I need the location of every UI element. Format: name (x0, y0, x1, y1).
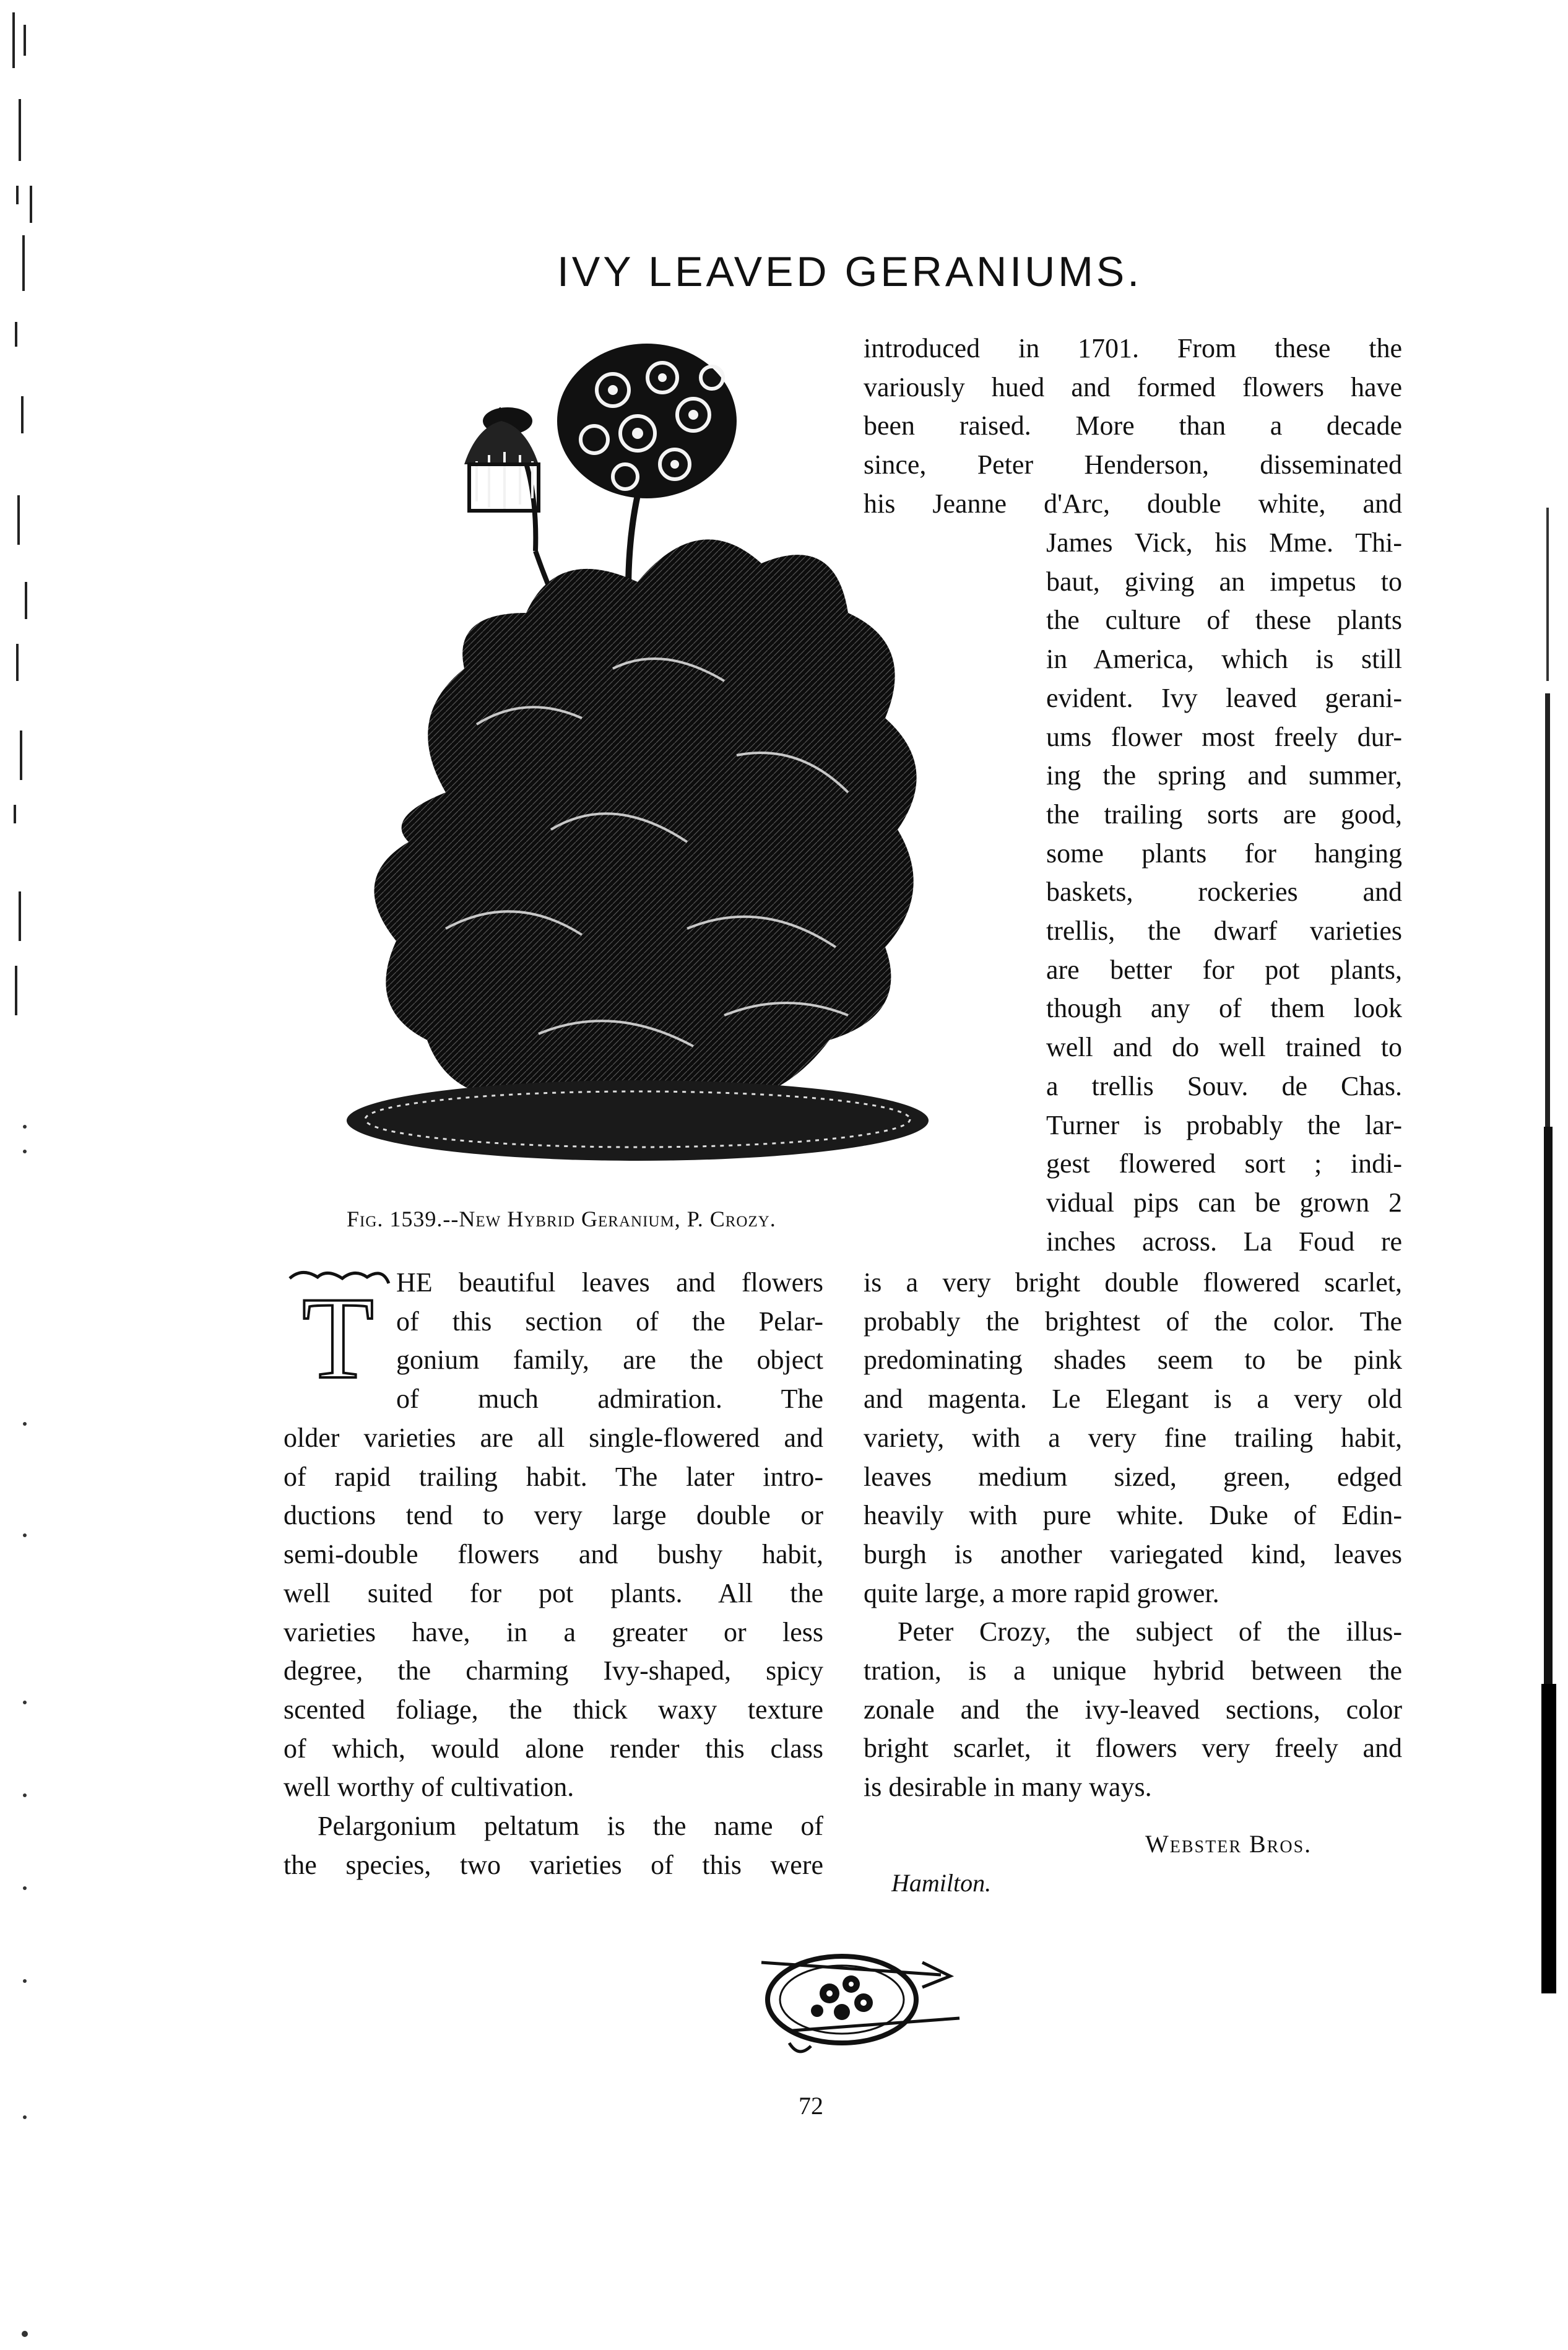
drop-cap-letter: T (301, 1273, 375, 1390)
text-line: is desirable in many ways. (864, 1772, 1152, 1803)
text-line: well suited for pot plants. All the (284, 1577, 823, 1608)
text-line: HE beautiful leaves and flowers (396, 1267, 823, 1298)
right-column-top (864, 329, 1402, 524)
text-line: James Vick, his Mme. Thi- (1046, 527, 1402, 558)
text-line: the culture of these plants (1046, 605, 1402, 636)
drop-cap-initial (284, 1266, 392, 1390)
text-line: bright scarlet, it flowers very freely and (864, 1733, 1402, 1764)
text-line: ductions tend to very large double or (284, 1500, 823, 1531)
text-line: probably the brightest of the color. The (864, 1306, 1402, 1337)
page-title: IVY LEAVED GERANIUMS. (557, 248, 1143, 295)
text-line: ing the spring and summer, (1046, 760, 1402, 791)
text-line: of rapid trailing habit. The later intro- (284, 1461, 823, 1492)
text-line: leaves medium sized, green, edged (864, 1461, 1402, 1492)
text-line: older varieties are all single-flowered and (284, 1423, 823, 1453)
text-line: of much admiration. The (396, 1384, 823, 1415)
text-line: variously hued and formed flowers have (864, 371, 1402, 402)
text-line: variety, with a very fine trailing habit, (864, 1422, 1402, 1453)
text-line: gonium family, are the object (396, 1345, 823, 1376)
text-line: well worthy of cultivation. (284, 1772, 574, 1803)
figure-title: New Hybrid Geranium, P. Crozy. (459, 1207, 776, 1231)
author-place: Hamilton. (891, 1869, 992, 1897)
author-signature: Webster Bros. (1145, 1830, 1312, 1858)
text-line: scented foliage, the thick waxy texture (284, 1694, 823, 1725)
text-line: are better for pot plants, (1046, 954, 1402, 985)
left-column-dropcap-lines (396, 1264, 823, 1419)
text-line: is a very bright double flowered scarlet, (864, 1267, 1402, 1298)
text-line: of which, would alone render this class (284, 1733, 823, 1764)
text-line: burgh is another variegated kind, leaves (864, 1538, 1402, 1569)
scan-edge-artifact (1528, 508, 1565, 1993)
text-line: semi-double flowers and bushy habit, (284, 1539, 823, 1570)
text-line: gest flowered sort ; indi- (1046, 1148, 1402, 1179)
text-line: Pelargonium peltatum is the name of (318, 1811, 823, 1842)
text-line: vidual pips can be grown 2 (1046, 1187, 1402, 1218)
text-line: zonale and the ivy-leaved sections, color (864, 1694, 1402, 1725)
text-line: and magenta. Le Elegant is a very old (864, 1384, 1402, 1415)
left-column (284, 1419, 823, 1884)
right-column-bottom (864, 1264, 1402, 1807)
text-line: a trellis Souv. de Chas. (1046, 1070, 1402, 1101)
text-line: baut, giving an impetus to (1046, 566, 1402, 597)
figure-number: Fig. 1539.-- (347, 1207, 459, 1231)
text-line: though any of them look (1046, 993, 1402, 1024)
floral-tailpiece-icon (737, 1938, 972, 2062)
text-line: of this section of the Pelar- (396, 1306, 823, 1337)
text-line: degree, the charming Ivy-shaped, spicy (284, 1655, 823, 1686)
text-line: Peter Crozy, the subject of the illus- (898, 1616, 1402, 1647)
text-line: the species, two varieties of this were (284, 1849, 823, 1880)
text-line: well and do well trained to (1046, 1032, 1402, 1063)
text-line: varieties have, in a greater or less (284, 1616, 823, 1647)
right-column-narrow (1046, 524, 1402, 1261)
figure-caption (347, 1206, 1003, 1232)
text-line: since, Peter Henderson, disseminated (864, 449, 1402, 480)
text-line: tration, is a unique hybrid between the (864, 1655, 1402, 1686)
text-line: Turner is probably the lar- (1046, 1109, 1402, 1140)
text-line: ums flower most freely dur- (1046, 721, 1402, 752)
text-line: been raised. More than a decade (864, 410, 1402, 441)
text-line: trellis, the dwarf varieties (1046, 916, 1402, 947)
text-line: the trailing sorts are good, (1046, 799, 1402, 830)
text-line: evident. Ivy leaved gerani- (1046, 682, 1402, 713)
text-line: some plants for hanging (1046, 838, 1402, 869)
text-line: introduced in 1701. From these the (864, 333, 1402, 363)
text-line: in America, which is still (1046, 644, 1402, 675)
text-line: inches across. La Foud re (1046, 1226, 1402, 1257)
page-number: 72 (799, 2092, 823, 2120)
text-line: heavily with pure white. Duke of Edin- (864, 1500, 1402, 1531)
text-line: baskets, rockeries and (1046, 877, 1402, 908)
text-line: quite large, a more rapid grower. (864, 1577, 1219, 1608)
text-line: predominating shades seem to be pink (864, 1345, 1402, 1376)
scan-edge-artifact (6, 0, 56, 2350)
text-line: his Jeanne d'Arc, double white, and (864, 488, 1402, 519)
